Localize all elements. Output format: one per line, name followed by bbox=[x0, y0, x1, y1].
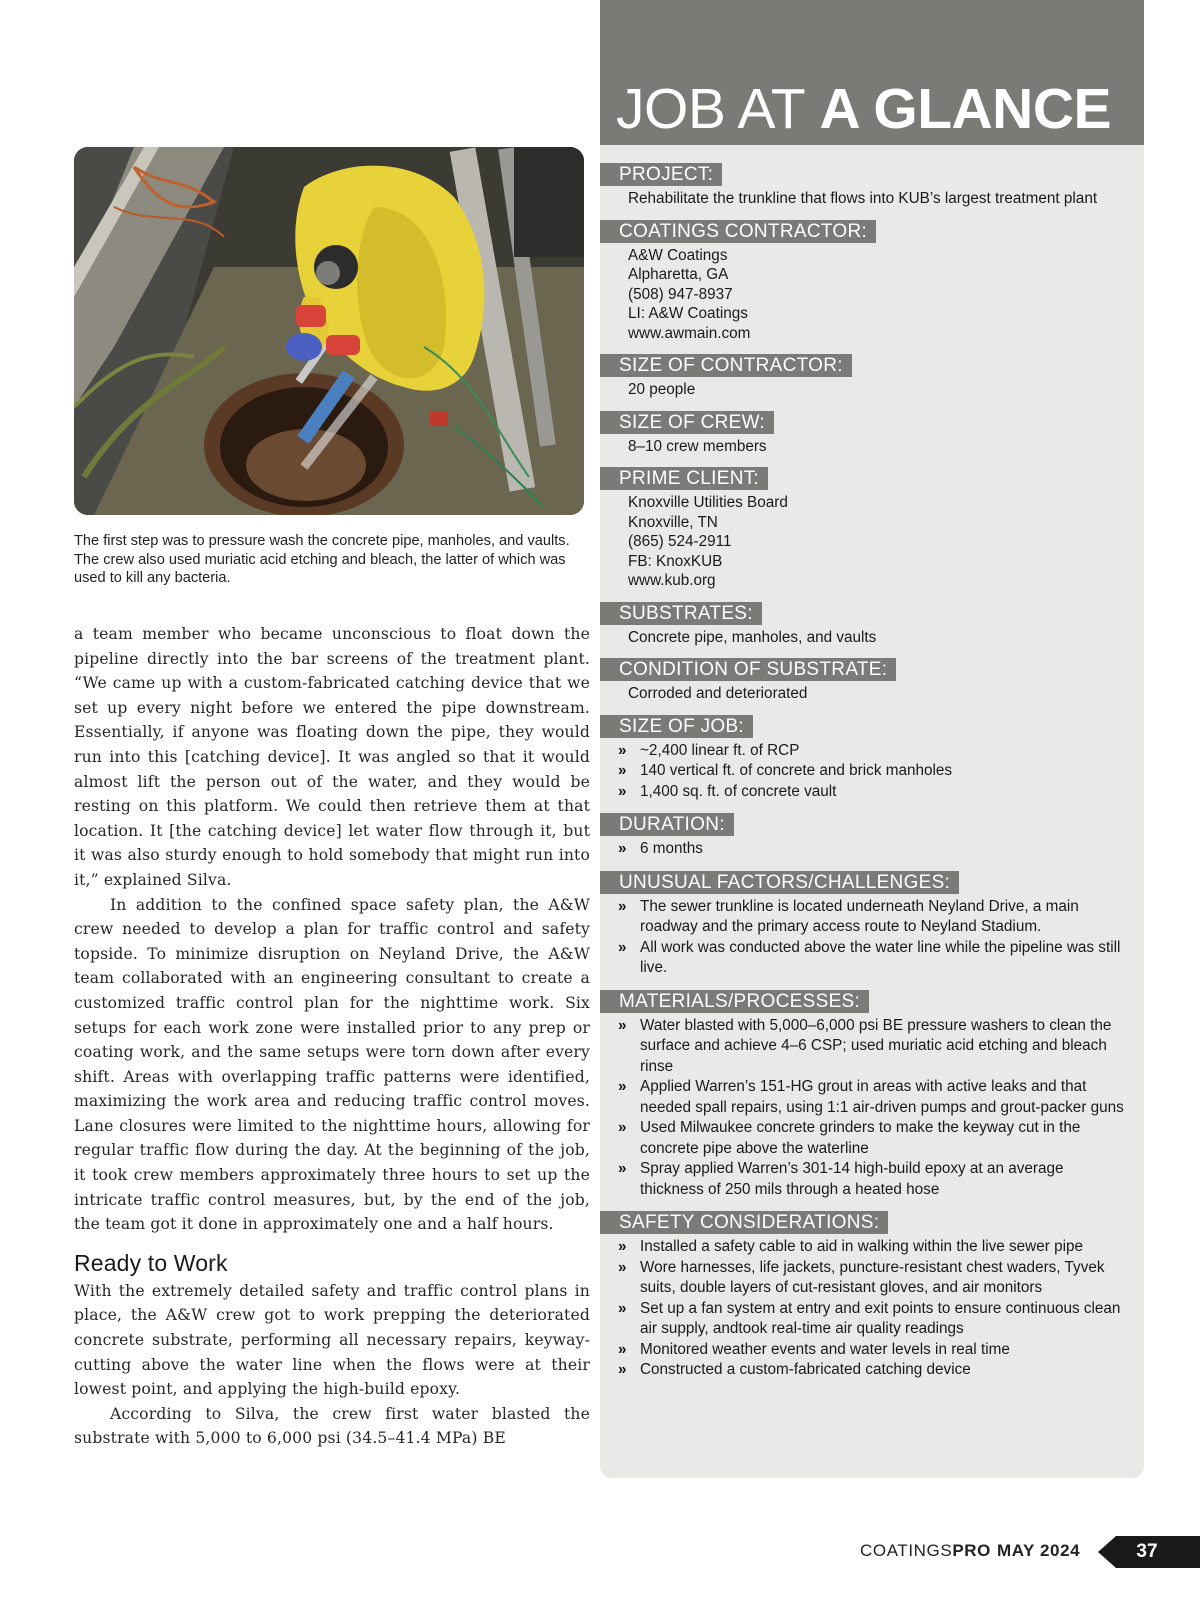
section-bullets bbox=[600, 1234, 1144, 1381]
page-number: 37 bbox=[1136, 1541, 1158, 1562]
footer-magazine-light: COATINGS bbox=[860, 1541, 953, 1560]
section-line: www.awmain.com bbox=[628, 324, 751, 342]
section-bullets bbox=[600, 836, 1144, 860]
article-body bbox=[74, 622, 590, 1451]
section-line: A&W Coatings bbox=[628, 246, 728, 264]
sidebar-section bbox=[600, 813, 1144, 860]
sidebar-section bbox=[600, 715, 1144, 803]
section-label: COATINGS CONTRACTOR: bbox=[600, 220, 876, 243]
section-label: PRIME CLIENT: bbox=[600, 467, 768, 490]
sidebar-title bbox=[616, 79, 1111, 139]
section-lines bbox=[600, 434, 1144, 457]
worker-pressure-washing-manhole-icon bbox=[74, 147, 584, 515]
bullet-item: » Used Milwaukee concrete grinders to make the keyway cut in the concrete pipe above the waterline bbox=[618, 1118, 1124, 1159]
section-line: FB: KnoxKUB bbox=[628, 552, 723, 570]
sidebar-section bbox=[600, 467, 1144, 591]
bullet-item: » Monitored weather events and water levels in real time bbox=[618, 1340, 1124, 1361]
bullet-item: » All work was conducted above the water line while the pipeline was still live. bbox=[618, 938, 1124, 979]
section-label: SIZE OF JOB: bbox=[600, 715, 753, 738]
section-line: Knoxville, TN bbox=[628, 513, 718, 531]
sidebar-section bbox=[600, 411, 1144, 457]
sidebar-section bbox=[600, 602, 1144, 648]
section-heading: Ready to Work bbox=[74, 1249, 228, 1276]
section-line: (865) 524-2911 bbox=[628, 533, 732, 550]
section-line: Alpharetta, GA bbox=[628, 266, 729, 283]
job-at-a-glance-sidebar bbox=[600, 0, 1144, 1478]
section-line: Rehabilitate the trunkline that flows into KUB’s largest treatment plant bbox=[628, 190, 1098, 207]
sidebar-section bbox=[600, 220, 1144, 344]
bullet-item: » Set up a fan system at entry and exit points to ensure continuous clean air supply, andtook real-time air quality readings bbox=[618, 1299, 1124, 1340]
section-label: SAFETY CONSIDERATIONS: bbox=[600, 1211, 888, 1234]
sidebar-title-light: JOB AT bbox=[616, 77, 820, 141]
section-label: SUBSTRATES: bbox=[600, 602, 762, 625]
section-label: UNUSUAL FACTORS/CHALLENGES: bbox=[600, 871, 959, 894]
bullet-item: » 1,400 sq. ft. of concrete vault bbox=[618, 782, 1124, 803]
section-label: DURATION: bbox=[600, 813, 734, 836]
section-lines bbox=[600, 186, 1144, 209]
section-lines bbox=[600, 681, 1144, 704]
photo-caption: The first step was to pressure wash the concrete pipe, manholes, and vaults. The crew also used muriatic acid etching and bleach, the latter of which was used to kill any bacteria. bbox=[74, 533, 570, 586]
bullet-item: » Spray applied Warren’s 301-14 high-build epoxy at an average thickness of 250 mils through a heated hose bbox=[618, 1159, 1124, 1200]
section-lines bbox=[600, 243, 1144, 344]
section-line: 20 people bbox=[628, 381, 696, 398]
article-paragraph: With the extremely detailed safety and traffic control plans in place, the A&W crew got to work prepping the deteriorated concrete substrate, performing all necessary repairs, keyway-cutting above the water line when the flows were at their lowest point, and applying the high-build epoxy. bbox=[74, 1281, 590, 1399]
article-paragraph: In addition to the confined space safety plan, the A&W crew needed to develop a plan for traffic control and safety topside. To minimize disruption on Neyland Drive, the A&W team collaborated with an engineering consultant to create a customized traffic control plan for the nighttime work. Six setups for each work zone were installed prior to any prep or coating work, and the same setups were torn down after every shift. Areas with overlapping traffic patterns were identified, maximizing the work area and reducing traffic control moves. Lane closures were limited to the nighttime hours, allowing for regular traffic flow during the day. At the beginning of the job, it took crew members approximately three hours to set up the intricate traffic control measures, but, by the end of the job, the team got it done in approximately one and a half hours. bbox=[74, 895, 590, 1234]
sidebar-section bbox=[600, 658, 1144, 704]
section-bullets bbox=[600, 894, 1144, 979]
bullet-item: » The sewer trunkline is located underneath Neyland Drive, a main roadway and the primary access route to Neyland Stadium. bbox=[618, 897, 1124, 938]
section-label: PROJECT: bbox=[600, 163, 722, 186]
section-lines bbox=[600, 625, 1144, 648]
sidebar-section bbox=[600, 1211, 1144, 1381]
page-footer bbox=[860, 1537, 1080, 1565]
article-photo bbox=[74, 147, 584, 515]
sidebar-section bbox=[600, 163, 1144, 209]
sidebar-title-bold: A GLANCE bbox=[819, 77, 1112, 141]
sidebar-body bbox=[600, 145, 1144, 1381]
bullet-item: » Constructed a custom-fabricated catching device bbox=[618, 1360, 1124, 1381]
section-line: www.kub.org bbox=[628, 572, 716, 589]
article-paragraph: a team member who became unconscious to float down the pipeline directly into the bar screens of the treatment plant. “We came up with a custom-fabricated catching device that we set up every night before we entered the pipe downstream. Essentially, if anyone was floating down the pipe, they would run into this [catching device]. It was angled so that it would almost lift the person out of the water, and they would be resting on this platform. We could then retrieve them at that location. It [the catching device] let water flow through it, but it was also sturdy enough to hold somebody that might run into it,” explained Silva. bbox=[74, 625, 590, 889]
section-line: LI: A&W Coatings bbox=[628, 305, 748, 322]
section-bullets bbox=[600, 738, 1144, 803]
section-label: CONDITION OF SUBSTRATE: bbox=[600, 658, 896, 681]
section-line: 8–10 crew members bbox=[628, 437, 767, 455]
section-label: SIZE OF CREW: bbox=[600, 411, 774, 434]
bullet-item: » ~2,400 linear ft. of RCP bbox=[618, 741, 1124, 762]
bullet-item: » Applied Warren’s 151-HG grout in areas with active leaks and that needed spall repairs, using 1:1 air-driven pumps and grout-packer guns bbox=[618, 1077, 1124, 1118]
section-label: MATERIALS/PROCESSES: bbox=[600, 990, 869, 1013]
section-line: Corroded and deteriorated bbox=[628, 685, 808, 702]
bullet-item: » Water blasted with 5,000–6,000 psi BE pressure washers to clean the surface and achieve 4–6 CSP; used muriatic acid etching and bleach rinse bbox=[618, 1016, 1124, 1078]
bullet-item: » Installed a safety cable to aid in walking within the live sewer pipe bbox=[618, 1237, 1124, 1258]
bullet-item: » 140 vertical ft. of concrete and brick manholes bbox=[618, 761, 1124, 782]
sidebar-section bbox=[600, 871, 1144, 979]
section-line: Concrete pipe, manholes, and vaults bbox=[628, 628, 877, 646]
section-label: SIZE OF CONTRACTOR: bbox=[600, 354, 852, 377]
sidebar-header bbox=[600, 0, 1144, 145]
section-bullets bbox=[600, 1013, 1144, 1201]
footer-magazine-bold: PRO bbox=[952, 1541, 991, 1560]
section-lines bbox=[600, 490, 1144, 591]
article-paragraph: According to Silva, the crew first water blasted the substrate with 5,000 to 6,000 psi (34.5–41.4 MPa) BE bbox=[74, 1404, 590, 1448]
bullet-item: » Wore harnesses, life jackets, puncture-resistant chest waders, Tyvek suits, double layers of cut-resistant gloves, and air monitors bbox=[618, 1258, 1124, 1299]
bullet-item: » 6 months bbox=[618, 839, 1124, 860]
footer-date: MAY 2024 bbox=[996, 1541, 1081, 1560]
section-line: (508) 947-8937 bbox=[628, 285, 733, 303]
section-lines bbox=[600, 377, 1144, 400]
section-line: Knoxville Utilities Board bbox=[628, 494, 788, 511]
sidebar-section bbox=[600, 354, 1144, 400]
sidebar-section bbox=[600, 990, 1144, 1201]
